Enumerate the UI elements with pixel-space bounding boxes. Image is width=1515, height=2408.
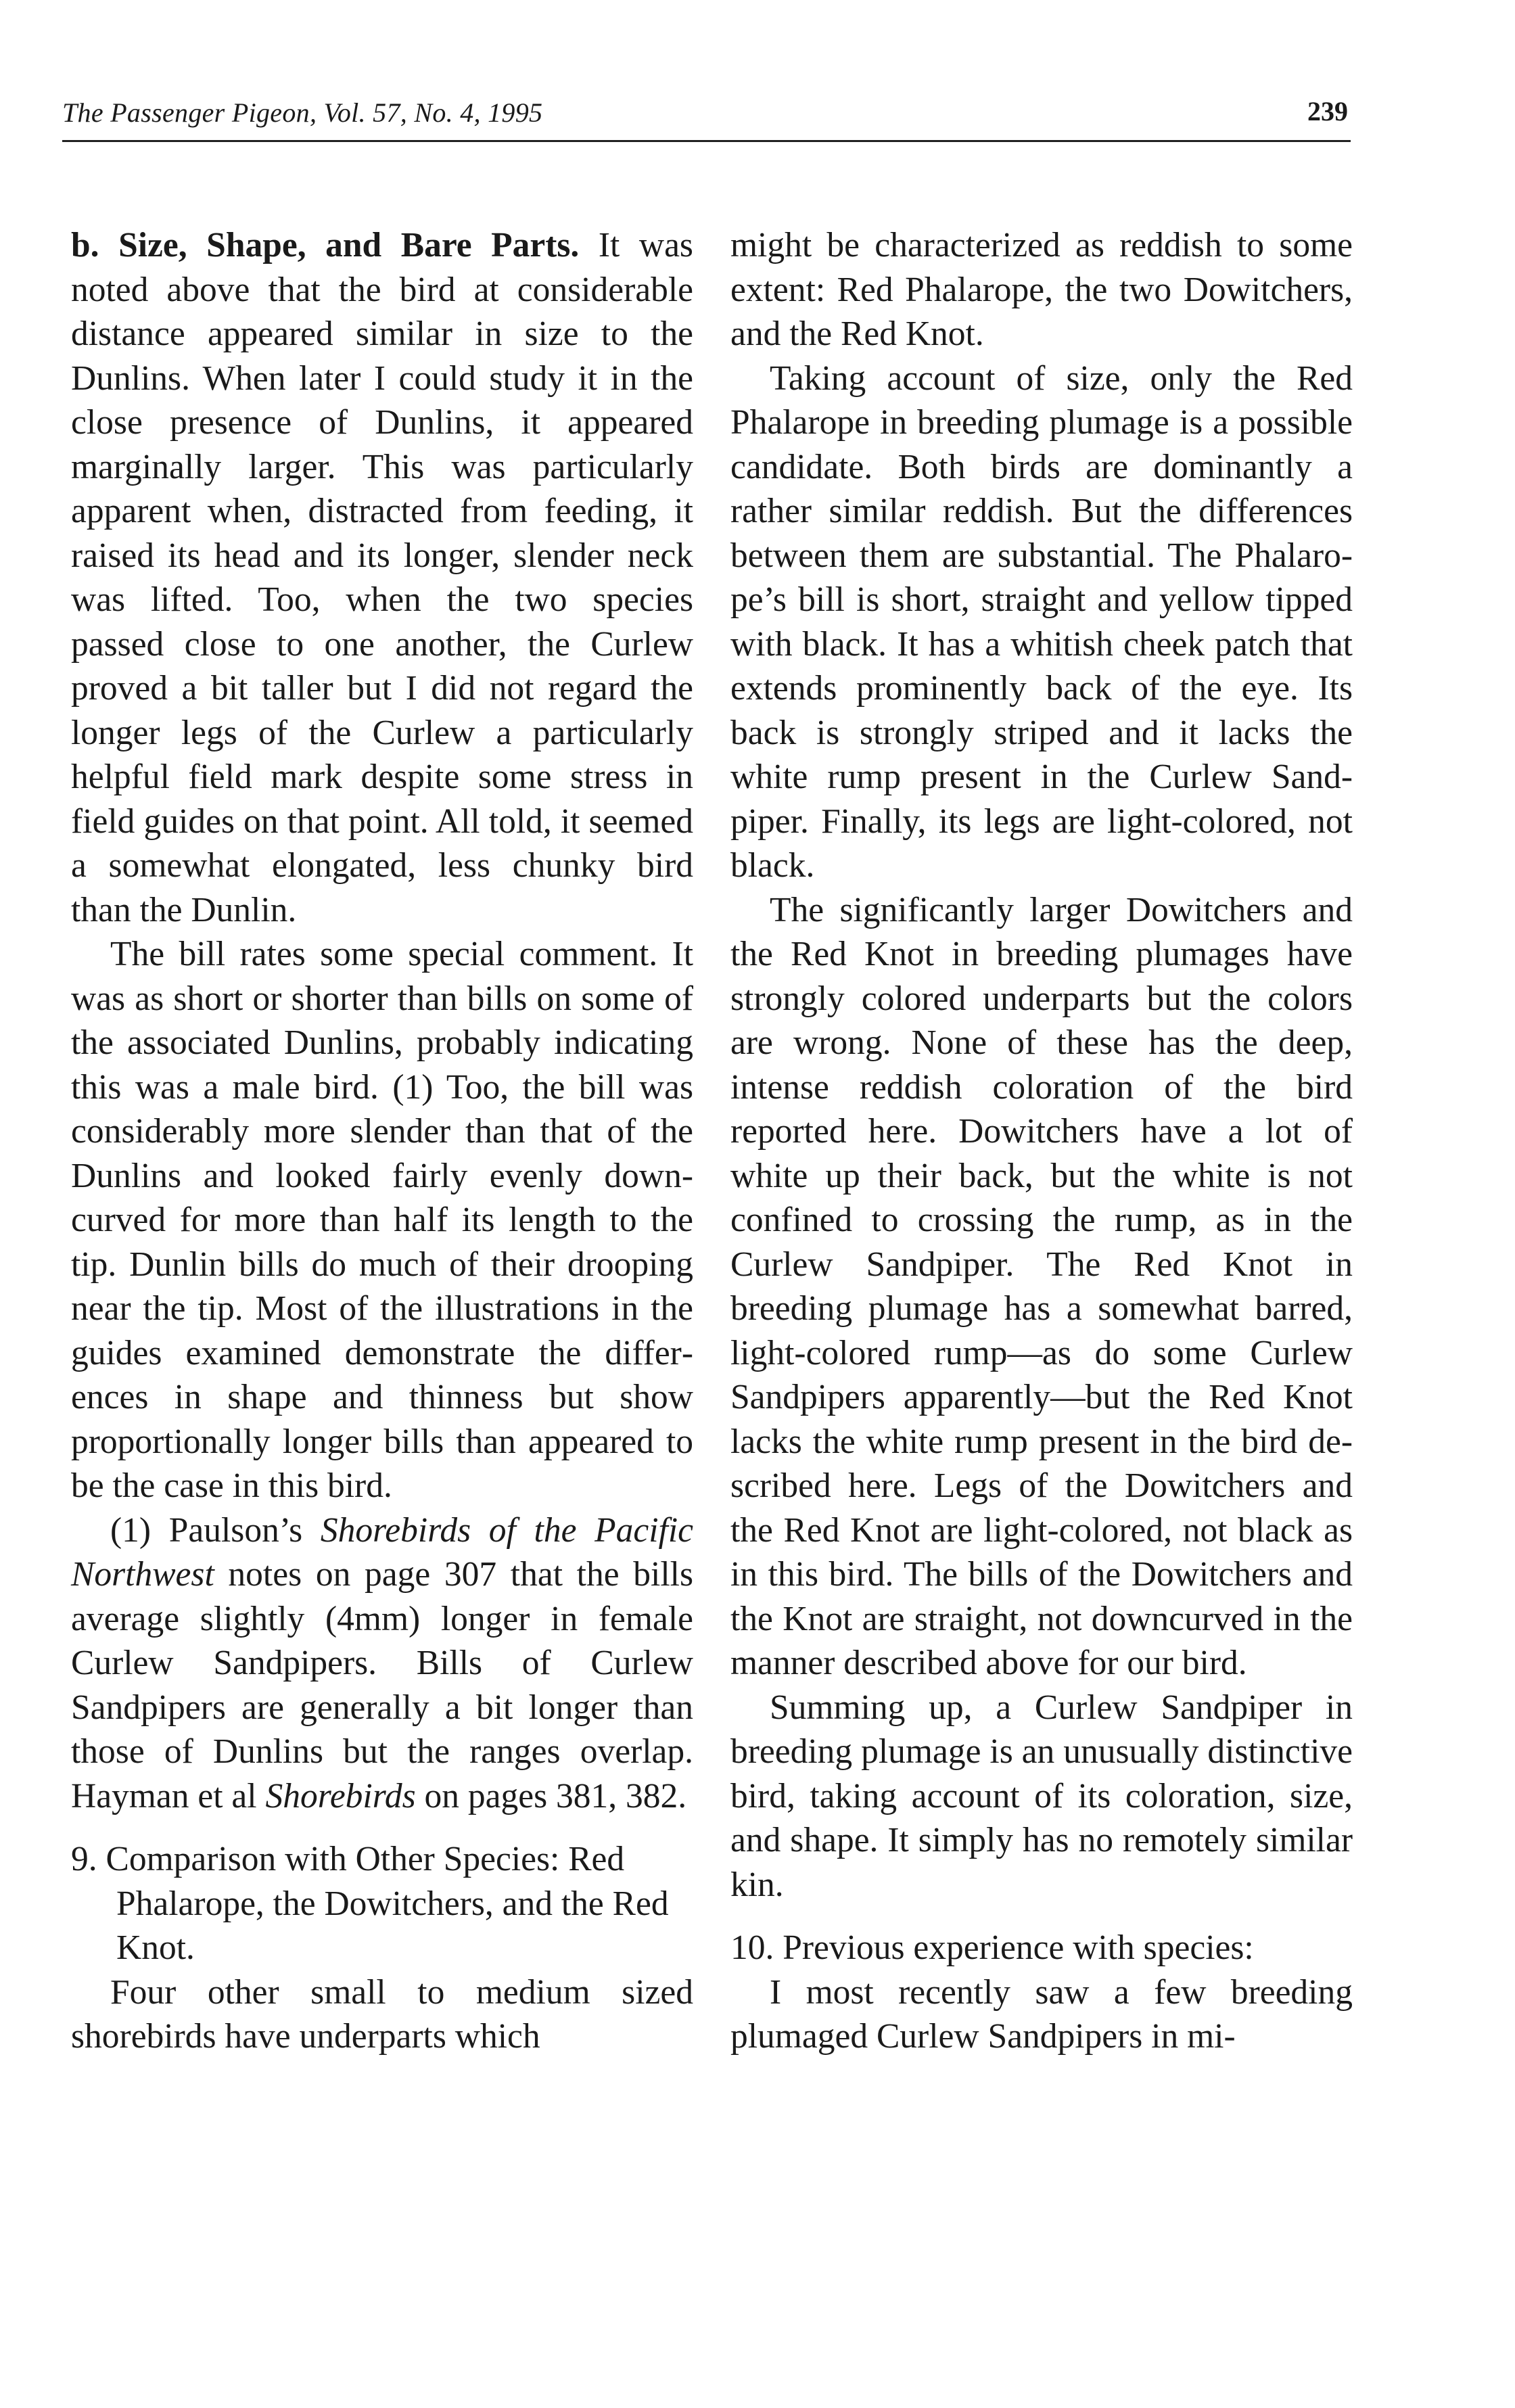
cited-title: Shorebirds xyxy=(265,1776,416,1815)
paragraph-dowitchers-knot: The significantly larger Dowitchers and the Red Knot in breeding plumages have strongly colored underparts but the colors are wrong. None of these has the deep, intense reddish coloration of the bird reported here. Dowitchers have a lot of white up their back, but the white is not confined to crossing the rump, as in the Curlew Sandpiper. The Red Knot in breeding plumage has a somewhat barred, light-colored rump—as do some Curlew Sandpipers apparently—but the Red Knot lacks the white rump present in the bird described here. Legs of the Dowitchers and the Red Knot are light-colored, not black as in this bird. The bills of the Dowitchers and the Knot are straight, not downcurved in the manner described above for our bird. xyxy=(730,890,1353,1682)
running-header xyxy=(62,85,1351,142)
paragraph-size-shape xyxy=(71,223,693,932)
page-number: 239 xyxy=(1307,96,1348,126)
paragraph-continued: might be characterized as reddish to some extent: Red Phalarope, the two Dowitchers, and the Red Knot. xyxy=(730,226,1353,353)
paragraph-bill: The bill rates some special comment. It was as short or shorter than bills on some of the associated Dunlins, probably indicating this was a male bird. (1) Too, the bill was considerably more slender than that of the Dunlins and looked fairly evenly down-curved for more than half its length to the tip. Dunlin bills do much of their drooping near the tip. Most of the illustrations in the guides examined demonstrate the differences in shape and thinness but show proportionally longer bills than appeared to be the case in this bird. xyxy=(71,935,693,1505)
paragraph-summary: Summing up, a Curlew Sandpiper in breeding plumage is an unusually distinctive bird, taking account of its coloration, size, and shape. It simply has no remotely similar kin. xyxy=(730,1688,1353,1904)
section-9-heading: 9. Comparison with Other Species: Red Phalarope, the Dowitchers, and the Red Knot. xyxy=(71,1840,669,1967)
paragraph-text: It was noted above that the bird at considerable distance appeared similar in size to the Dunlins. When later I could study it in the close presence of Dunlins, it appeared marginally larger. This was particularly apparent when, distracted from feeding, it raised its head and its longer, slender neck was lifted. Too, when the two species passed close to one another, the Curlew proved a bit taller but I did not regard the longer legs of the Curlew a particularly helpful field mark despite some stress in field guides on that point. All told, it seemed a somewhat elongated, less chunky bird than the Dunlin. xyxy=(71,226,693,929)
paragraph-red-phalarope: Taking account of size, only the Red Phalarope in breeding plumage is a possible candidate. Both birds are dominantly a rather similar reddish. But the differences between them are substantial. The Phalarope’s bill is short, straight and yellow tipped with black. It has a whitish cheek patch that extends prominently back of the eye. Its back is strongly striped and it lacks the white rump present in the Curlew Sandpiper. Finally, its legs are light-colored, not black. xyxy=(730,358,1353,885)
footnote xyxy=(71,1508,693,1819)
cited-title: Shorebirds of the Pacific Northwest xyxy=(71,1510,694,1594)
paragraph-previous-experience: I most recently saw a few breeding plumaged Curlew Sandpipers in mi- xyxy=(730,1972,1353,2056)
footnote-text: notes on page 307 that the bills average slightly (4mm) longer in female Curlew Sandpipers. Bills of Curlew Sandpipers are generally a bit longer than those of Dunlins but the ranges overlap. Hayman et al xyxy=(71,1555,693,1815)
paragraph-comparison: Four other small to medium sized shorebirds have underparts which xyxy=(71,1972,693,2056)
subsection-heading: b. Size, Shape, and Bare Parts. xyxy=(71,226,580,264)
section-10-heading: 10. Previous experience with species: xyxy=(730,1928,1254,1967)
left-column xyxy=(71,223,693,2059)
footnote-text: (1) Paulson’s xyxy=(110,1510,321,1550)
footnote-text: on pages 381, 382. xyxy=(415,1776,687,1815)
journal-citation: The Passenger Pigeon, Vol. 57, No. 4, 1995 xyxy=(62,97,543,128)
right-column xyxy=(730,223,1353,2059)
